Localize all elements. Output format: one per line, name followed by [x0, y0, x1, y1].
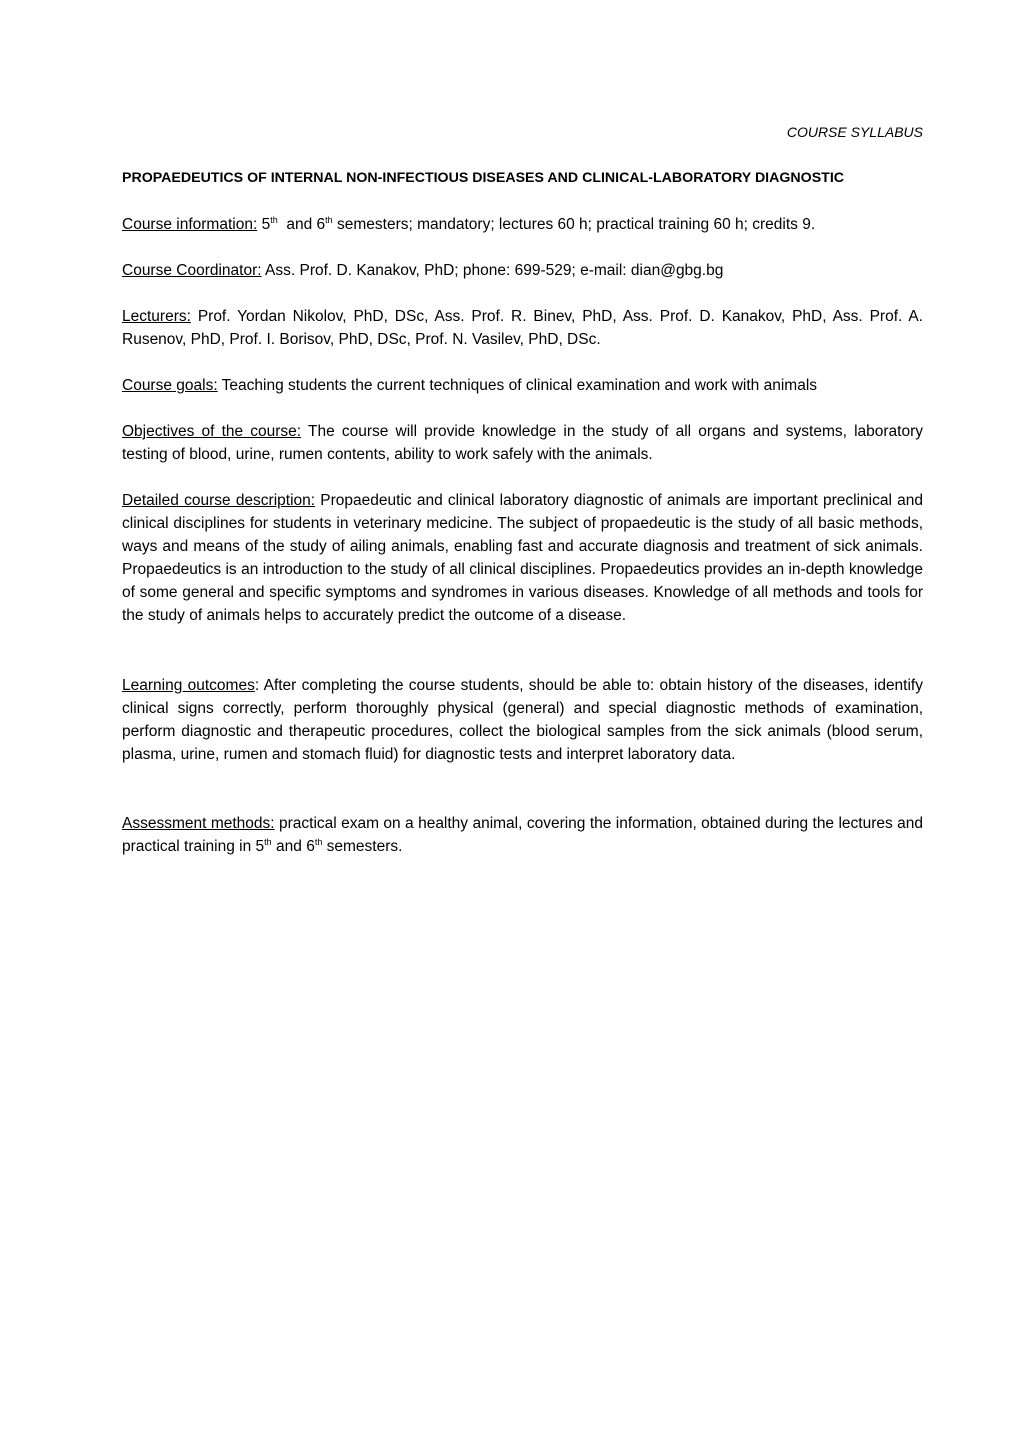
assessment-and-connector: and	[276, 838, 302, 855]
lecturers-text: Prof. Yordan Nikolov, PhD, DSc, Ass. Prof. R. Binev, PhD, Ass. Prof. D. Kanakov, PhD, Ass. Prof. A. Rusenov, PhD, Prof. I. Borisov, PhD, DSc, Prof. N. Vasilev, PhD, DSc.	[122, 308, 923, 348]
course-information-paragraph	[122, 213, 923, 236]
course-title: PROPAEDEUTICS OF INTERNAL NON-INFECTIOUS DISEASES AND CLINICAL-LABORATORY DIAGNOSTIC	[122, 170, 845, 186]
assessment-semester-5-number: 5	[255, 838, 265, 855]
course-description-label: Detailed course description:	[122, 492, 316, 509]
course-goals-label: Course goals:	[122, 377, 218, 394]
learning-outcomes-paragraph	[122, 674, 923, 766]
course-description-paragraph	[122, 489, 923, 627]
lecturers-paragraph	[122, 305, 923, 351]
course-coordinator-text: Ass. Prof. D. Kanakov, PhD; phone: 699-529; e-mail: dian@gbg.bg	[265, 262, 724, 279]
assessment-methods-paragraph	[122, 812, 923, 858]
course-objectives-text: The course will provide knowledge in the study of all organs and systems, laboratory testing of blood, urine, rumen contents, ability to work safely with the animals.	[122, 423, 923, 463]
assessment-methods-text: practical exam on a healthy animal, covering the information, obtained during the lectures and practical training in	[122, 815, 923, 855]
course-coordinator-label: Course Coordinator:	[122, 262, 262, 279]
assessment-semester-5-suffix: th	[264, 836, 272, 847]
learning-outcomes-text: : After completing the course students, should be able to: obtain history of the diseases, identify clinical signs correctly, perform thoroughly physical (general) and special diagnostic methods of examination, perform diagnostic and therapeutic procedures, collect the biological samples from the sick animals (blood serum, plasma, urine, rumen and stomach fluid) for diagnostic tests and interpret laboratory data.	[122, 677, 923, 763]
learning-outcomes-label: Learning outcomes	[122, 677, 255, 694]
document-type-label: COURSE SYLLABUS	[786, 124, 923, 140]
syllabus-page	[122, 0, 923, 1443]
assessment-methods-label: Assessment methods:	[122, 815, 275, 832]
course-goals-paragraph	[122, 374, 923, 397]
lecturers-label: Lecturers:	[122, 308, 191, 325]
course-information-text: semesters; mandatory; lectures 60 h; practical training 60 h; credits 9.	[336, 216, 816, 233]
semester-and-connector: and	[286, 216, 313, 233]
course-objectives-label: Objectives of the course:	[122, 423, 302, 440]
assessment-tail-text: semesters.	[326, 838, 403, 855]
semester-5-number: 5	[261, 216, 271, 233]
course-goals-text: Teaching students the current techniques of clinical examination and work with animals	[221, 377, 818, 394]
semester-6-suffix: th	[325, 214, 333, 225]
semester-5-suffix: th	[270, 214, 278, 225]
course-objectives-paragraph	[122, 420, 923, 466]
course-information-label: Course information:	[122, 216, 258, 233]
course-coordinator-paragraph	[122, 259, 923, 282]
semester-6-number: 6	[316, 216, 326, 233]
course-description-text: Propaedeutic and clinical laboratory diagnostic of animals are important preclinical and clinical disciplines for students in veterinary medicine. The subject of propaedeutic is the study of all basic methods, ways and means of the study of ailing animals, enabling fast and accurate diagnosis and treatment of sick animals. Propaedeutics is an introduction to the study of all clinical disciplines. Propaedeutics provides an in-depth knowledge of some general and specific symptoms and syndromes in various diseases. Knowledge of all methods and tools for the study of animals helps to accurately predict the outcome of a disease.	[122, 492, 923, 624]
assessment-semester-6-number: 6	[306, 838, 315, 855]
assessment-semester-6-suffix: th	[314, 836, 323, 847]
